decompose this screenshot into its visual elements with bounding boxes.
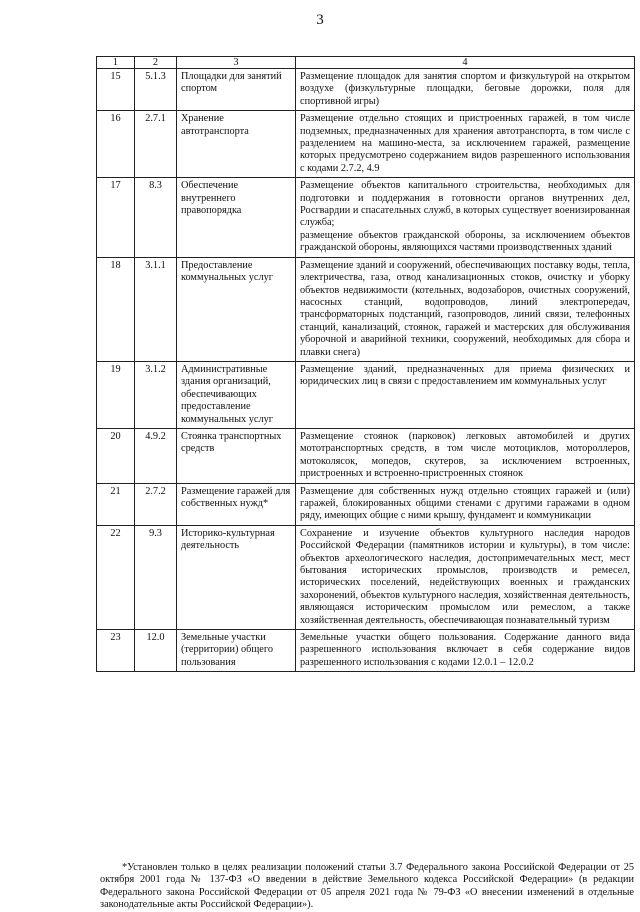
row-name: Историко-культурная деятельность xyxy=(177,525,296,629)
row-number: 19 xyxy=(97,361,135,428)
row-name: Земельные участки (территории) общего пользования xyxy=(177,630,296,672)
row-description: Размещение зданий, предназначенных для приема физических и юридических лиц в связи с предоставлением им коммунальных услуг xyxy=(296,361,635,428)
row-description: Размещение зданий и сооружений, обеспечивающих поставку воды, тепла, электричества, газа, отвод канализационных стоков, очистку и уборку объектов недвижимости (котельных, водозаборов, очистных сооружений, насосных станций, водопроводов, линий электропередач, трансформаторных подстанций, газопроводов, линий связи, телефонных станций, канализаций, стоянок, гаражей и мастерских для обслуживания уборочной и аварийной техники, сооружений, необходимых для сбора и плавки снега) xyxy=(296,257,635,361)
row-description: Размещение для собственных нужд отдельно стоящих гаражей и (или) гаражей, блокированных общими стенами с другими гаражами в одном ряду, имеющих общие с ними крышу, фундамент и коммуникации xyxy=(296,483,635,525)
header-cell-3: 3 xyxy=(177,57,296,69)
header-cell-1: 1 xyxy=(97,57,135,69)
footnote: *Установлен только в целях реализации положений статьи 3.7 Федерального закона Российской Федерации от 25 октября 2001 года № 137-ФЗ «О введении в действие Земельного кодекса Российской Федерации» (в редакции Федерального закона Российской Федерации от 05 апреля 2021 года № 79-ФЗ «О внесении изменений в отдельные законодательные акты Российской Федерации»). xyxy=(100,862,634,911)
row-number: 18 xyxy=(97,257,135,361)
row-code: 2.7.1 xyxy=(135,111,177,178)
row-code: 5.1.3 xyxy=(135,69,177,111)
row-number: 16 xyxy=(97,111,135,178)
table-row xyxy=(97,525,635,629)
table-row xyxy=(97,69,635,111)
row-name: Хранение автотранспорта xyxy=(177,111,296,178)
row-code: 12.0 xyxy=(135,630,177,672)
row-code: 9.3 xyxy=(135,525,177,629)
row-description: Размещение объектов капитального строительства, необходимых для подготовки и поддержания в готовности органов внутренних дел, Росгвардии и спасательных служб, в которых существует военизированная служба; размещение объектов гражданской обороны, за исключением объектов гражданской обороны, являющихся частями производственных зданий xyxy=(296,178,635,257)
row-description: Размещение площадок для занятия спортом и физкультурой на открытом воздухе (физкультурные площадки, беговые дорожки, поля для спортивной игры) xyxy=(296,69,635,111)
table-row xyxy=(97,257,635,361)
row-code: 2.7.2 xyxy=(135,483,177,525)
table-body xyxy=(97,57,635,672)
table-row xyxy=(97,178,635,257)
header-cell-4: 4 xyxy=(296,57,635,69)
row-description: Размещение отдельно стоящих и пристроенных гаражей, в том числе подземных, предназначенных для хранения автотранспорта, в том числе с разделением на машино-места, за исключением гаражей, размещение которых предусмотрено содержанием видов разрешенного использования с кодами 2.7.2, 4.9 xyxy=(296,111,635,178)
row-number: 22 xyxy=(97,525,135,629)
land-use-table xyxy=(96,56,635,672)
table-row xyxy=(97,361,635,428)
row-description: Размещение стоянок (парковок) легковых автомобилей и других мототранспортных средств, в том числе мотоциклов, мотороллеров, мотоколясок, мопедов, скутеров, за исключением встроенных, пристроенных и встроенно-пристроенных стоянок xyxy=(296,428,635,483)
row-name: Стоянка транспортных средств xyxy=(177,428,296,483)
row-name: Размещение гаражей для собственных нужд* xyxy=(177,483,296,525)
row-code: 4.9.2 xyxy=(135,428,177,483)
table-header-row xyxy=(97,57,635,69)
row-name: Обеспечение внутреннего правопорядка xyxy=(177,178,296,257)
row-number: 21 xyxy=(97,483,135,525)
row-code: 3.1.2 xyxy=(135,361,177,428)
row-code: 3.1.1 xyxy=(135,257,177,361)
row-number: 17 xyxy=(97,178,135,257)
table-row xyxy=(97,111,635,178)
row-name: Административные здания организаций, обеспечивающих предоставление коммунальных услуг xyxy=(177,361,296,428)
table-row xyxy=(97,483,635,525)
row-number: 23 xyxy=(97,630,135,672)
row-name: Предоставление коммунальных услуг xyxy=(177,257,296,361)
row-name: Площадки для занятий спортом xyxy=(177,69,296,111)
table-row xyxy=(97,630,635,672)
row-description: Сохранение и изучение объектов культурного наследия народов Российской Федерации (памятников истории и культуры), в том числе: объектов археологического наследия, достопримечательных мест, мест бытования исторических промыслов, производств и ремесел, исторических поселений, недействующих военных и гражданских захоронений, объектов культурного наследия, хозяйственная деятельность, являющаяся историческим промыслом или ремеслом, а также хозяйственная деятельность, обеспечивающая познавательный туризм xyxy=(296,525,635,629)
header-cell-2: 2 xyxy=(135,57,177,69)
row-code: 8.3 xyxy=(135,178,177,257)
row-description: Земельные участки общего пользования. Содержание данного вида разрешенного использования включает в себя содержание видов разрешенного использования с кодами 12.0.1 – 12.0.2 xyxy=(296,630,635,672)
table-row xyxy=(97,428,635,483)
row-number: 20 xyxy=(97,428,135,483)
page-number: 3 xyxy=(316,12,324,28)
row-number: 15 xyxy=(97,69,135,111)
